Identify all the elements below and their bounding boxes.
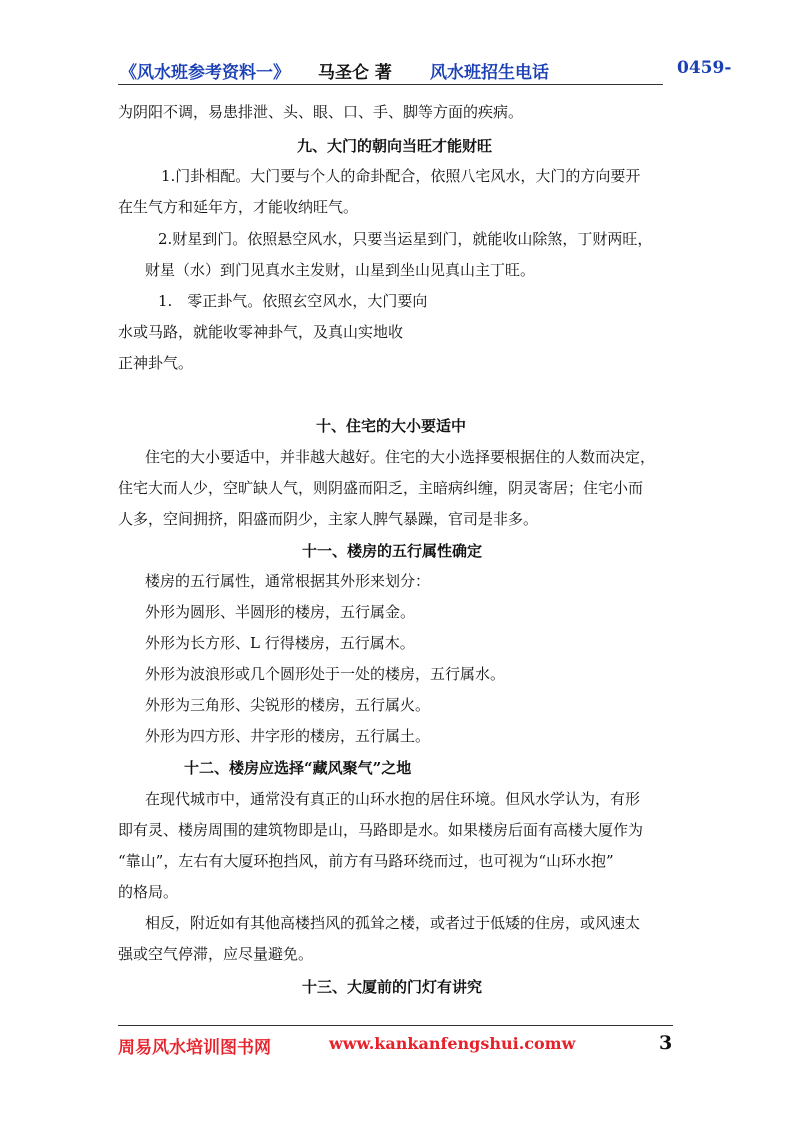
footer-site-name: 周易风水培训图书网 [118, 1038, 271, 1058]
body-line: 1.门卦相配。大门要与个人的命卦配合，依照八宅风水，大门的方向要开 [161, 167, 641, 185]
header-divider [118, 84, 663, 85]
body-line: 外形为圆形、半圆形的楼房，五行属金。 [145, 603, 416, 621]
section-heading-11: 十一、楼房的五行属性确定 [302, 542, 483, 560]
footer-url[interactable]: www.kankanfengshui.comw [329, 1034, 576, 1053]
body-line: 住宅的大小要适中，并非越大越好。住宅的大小选择要根据住的人数而决定， [145, 448, 656, 466]
body-line: 住宅大而人少，空旷缺人气，则阴盛而阳乏，主暗病纠缠，阴灵寄居；住宅小而 [118, 479, 644, 497]
body-line: 强或空气停滞，应尽量避免。 [118, 945, 314, 963]
body-line: 楼房的五行属性，通常根据其外形来划分： [145, 572, 431, 590]
header-book-title: 《风水班参考资料一》 [120, 63, 290, 83]
page-number: 3 [659, 1032, 673, 1054]
header-author: 马圣仑 著 [318, 63, 392, 83]
body-line: 的格局。 [118, 883, 179, 901]
section-heading-12: 十二、楼房应选择“藏风聚气”之地 [184, 759, 412, 777]
body-line: 外形为四方形、井字形的楼房，五行属土。 [145, 727, 431, 745]
body-line: 1. 零正卦气。依照玄空风水，大门要向 [158, 292, 428, 310]
body-line: 2.财星到门。依照悬空风水，只要当运星到门，就能收山除煞，丁财两旺， [158, 230, 653, 248]
body-line: “靠山”，左右有大厦环抱挡风，前方有马路环绕而过，也可视为“山环水抱” [118, 852, 614, 870]
body-line: 财星（水）到门见真水主发财，山星到坐山见真山主丁旺。 [145, 261, 536, 279]
body-line: 水或马路，就能收零神卦气，及真山实地收 [118, 323, 404, 341]
body-line: 即有灵、楼房周围的建筑物即是山，马路即是水。如果楼房后面有高楼大厦作为 [118, 821, 644, 839]
footer-divider [118, 1025, 673, 1026]
section-heading-10: 十、住宅的大小要适中 [316, 417, 467, 435]
body-line: 人多，空间拥挤，阳盛而阴少，主家人脾气暴躁，官司是非多。 [118, 510, 539, 528]
section-heading-9: 九、大门的朝向当旺才能财旺 [297, 137, 493, 155]
body-line: 在现代城市中，通常没有真正的山环水抱的居住环境。但风水学认为，有形 [145, 790, 641, 808]
body-line: 外形为长方形、L 行得楼房，五行属木。 [145, 634, 415, 652]
body-line: 相反，附近如有其他高楼挡风的孤耸之楼，或者过于低矮的住房，或风速太 [145, 914, 641, 932]
section-heading-13: 十三、大厦前的门灯有讲究 [302, 978, 483, 996]
body-line: 外形为三角形、尖锐形的楼房，五行属火。 [145, 696, 431, 714]
body-line: 外形为波浪形或几个圆形处于一处的楼房，五行属水。 [145, 665, 506, 683]
body-line: 为阴阳不调，易患排泄、头、眼、口、手、脚等方面的疾病。 [118, 103, 524, 121]
body-line: 在生气方和延年方，才能收纳旺气。 [118, 198, 359, 216]
body-line: 正神卦气。 [118, 354, 194, 372]
header-phone-number: 0459- [677, 58, 732, 78]
header-phone-label: 风水班招生电话 [430, 63, 549, 83]
